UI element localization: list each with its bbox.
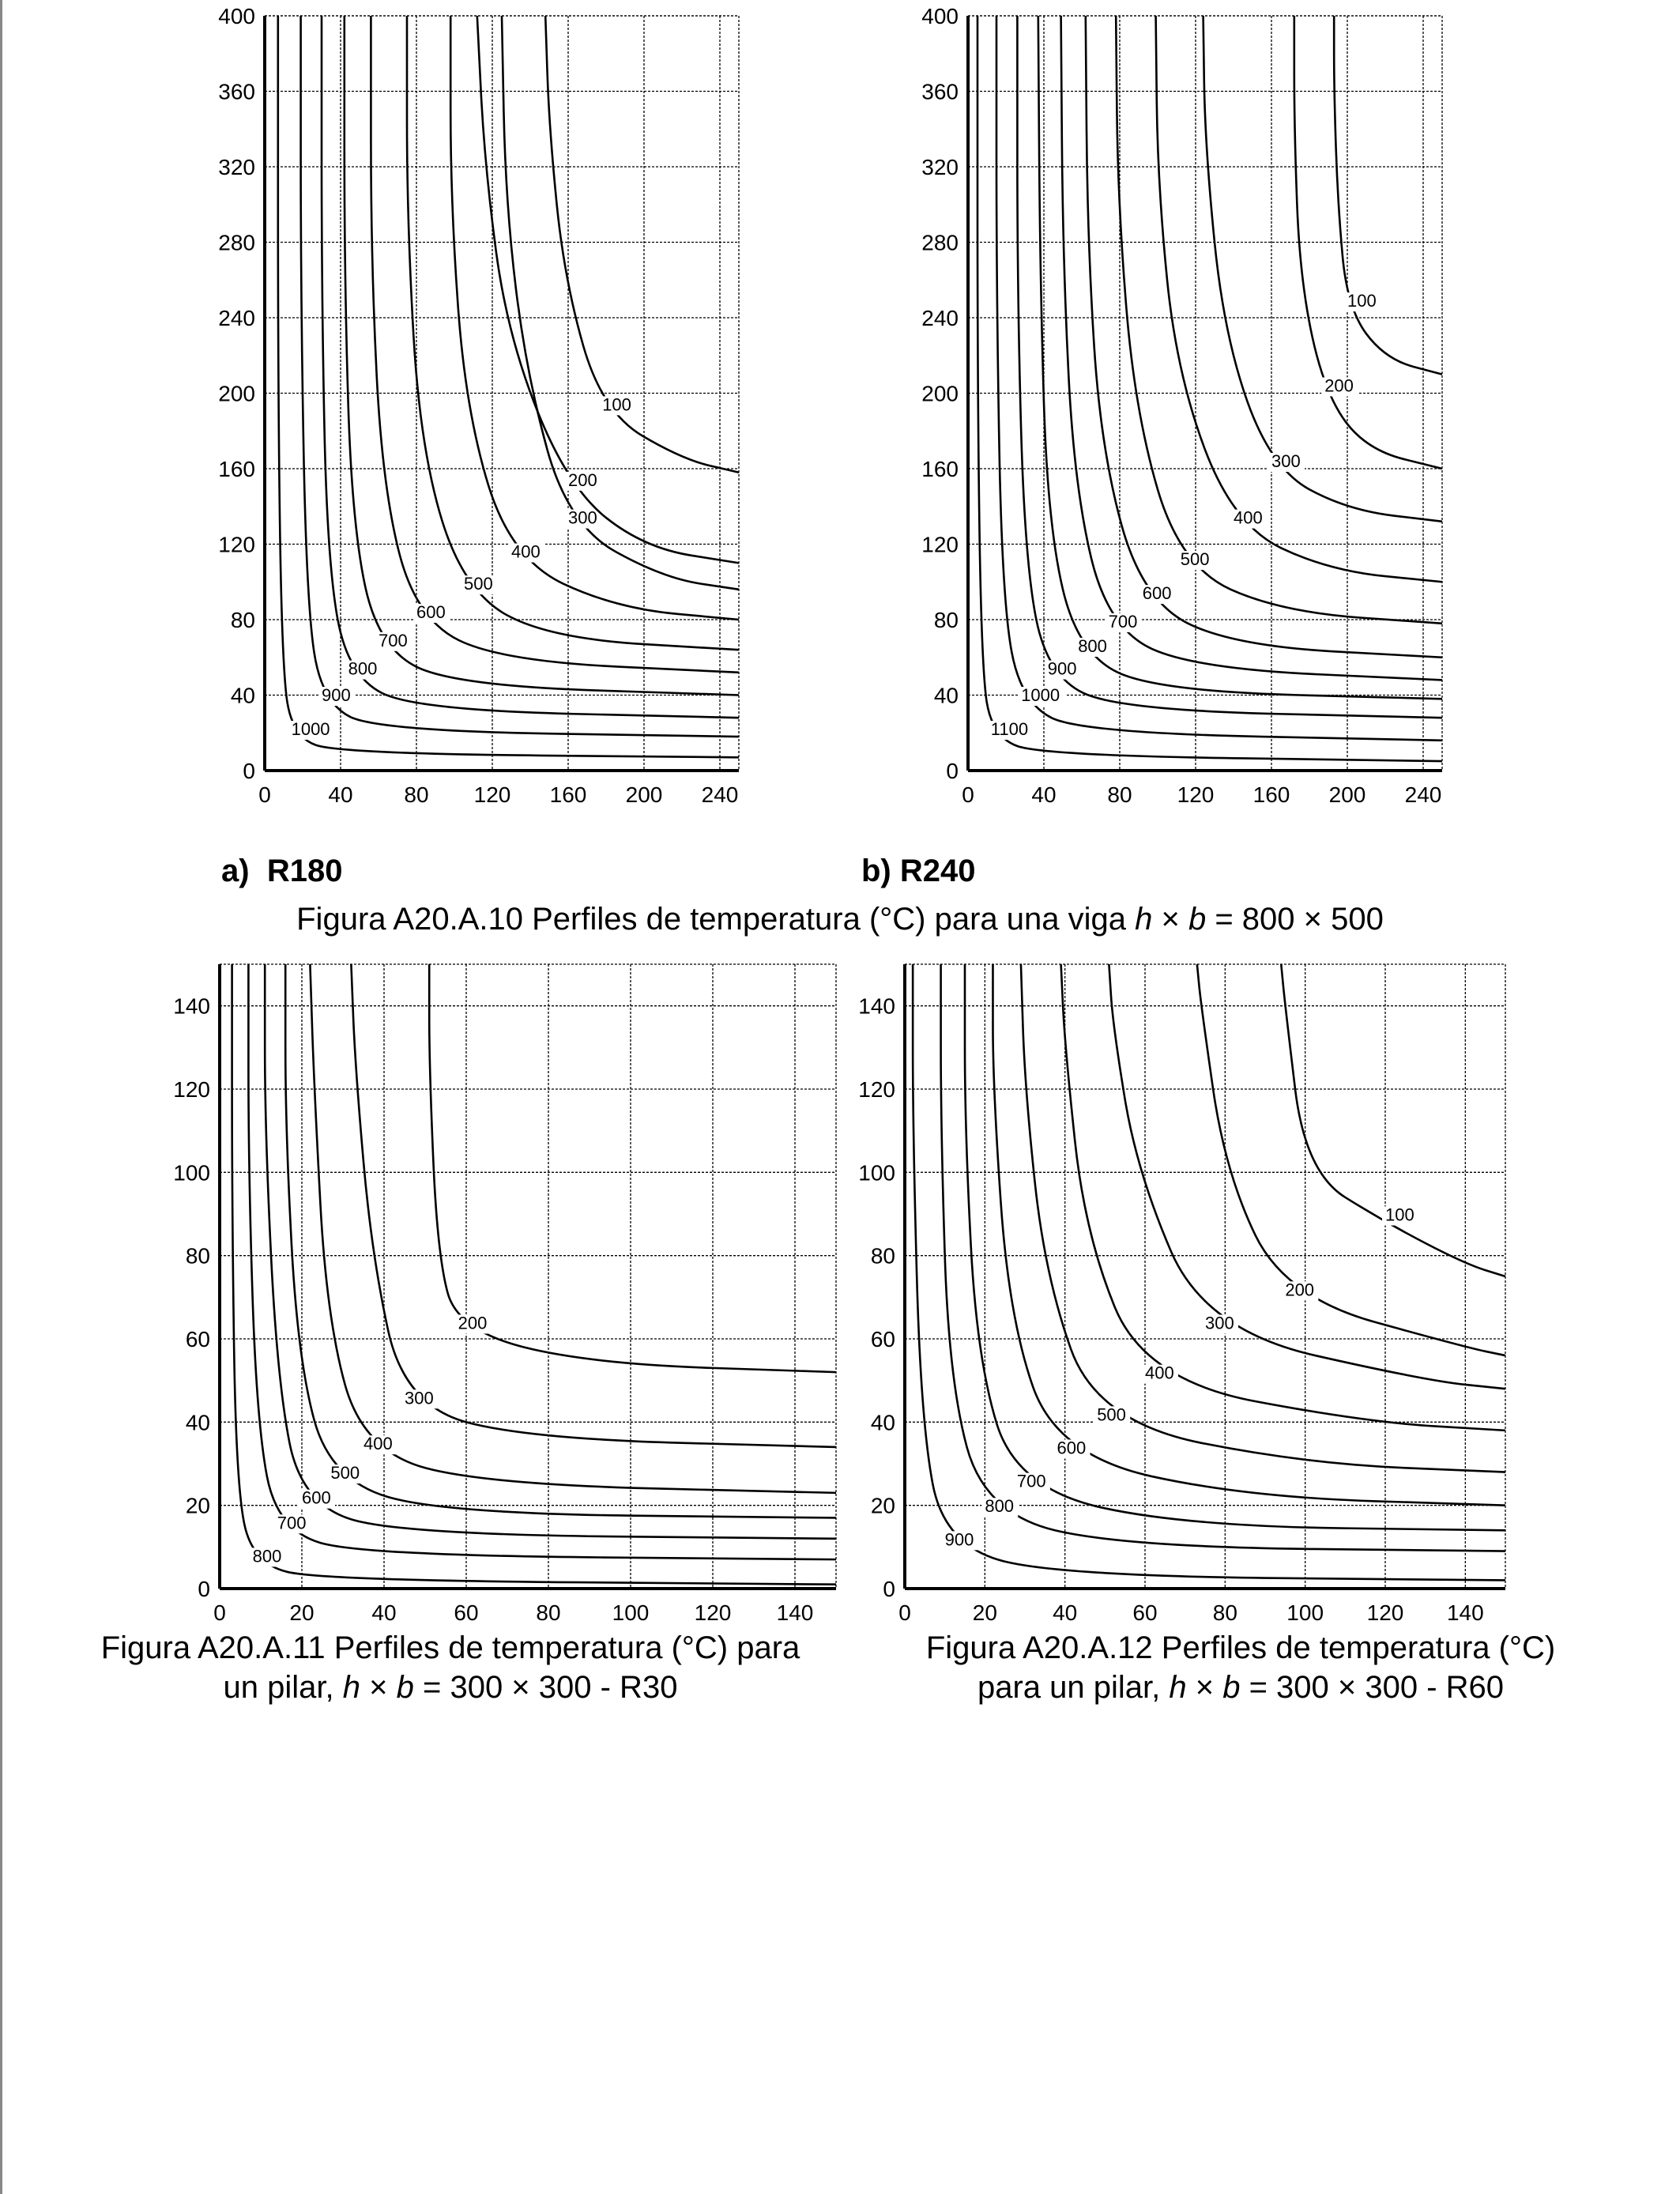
contour-label: 500: [330, 1463, 360, 1483]
y-tick-label: 140: [858, 993, 895, 1019]
subtitle-r240-label: R240: [899, 854, 976, 888]
caption-fig11-pre: un pilar,: [223, 1670, 343, 1705]
contour-line: [322, 16, 739, 718]
x-tick-label: 80: [404, 782, 429, 807]
chart-r180: [0, 0, 790, 822]
contour-label: 1000: [291, 719, 330, 740]
y-tick-label: 200: [218, 381, 255, 406]
y-tick-label: 160: [921, 457, 959, 481]
y-tick-label: 40: [230, 683, 255, 708]
contour-label: 800: [348, 658, 378, 679]
y-tick-label: 360: [921, 79, 959, 104]
caption-fig12: [869, 1628, 1612, 1707]
y-tick-label: 0: [946, 759, 959, 783]
contour-label: 800: [252, 1546, 282, 1566]
subtitle-r180-label: R180: [266, 854, 343, 888]
y-tick-label: 160: [218, 457, 255, 481]
contour-label: 600: [302, 1487, 331, 1508]
contour-line: [1156, 16, 1442, 582]
contour-label: 200: [458, 1313, 488, 1333]
x-tick-label: 120: [694, 1600, 732, 1625]
y-tick-label: 320: [218, 155, 255, 179]
contour-line: [502, 16, 739, 590]
y-tick-label: 320: [921, 155, 959, 179]
contour-label: 700: [1108, 611, 1138, 631]
contour-line: [977, 16, 1442, 761]
x-tick-label: 0: [962, 782, 974, 807]
y-tick-label: 60: [870, 1327, 895, 1351]
x-tick-label: 40: [371, 1600, 397, 1625]
y-tick-label: 40: [933, 683, 959, 708]
contour-line: [965, 964, 1505, 1530]
contour-line: [1109, 964, 1505, 1389]
caption-fig12-times: ×: [1186, 1670, 1223, 1705]
x-tick-label: 140: [1446, 1600, 1484, 1625]
contour-label: 200: [1285, 1280, 1315, 1300]
y-tick-label: 120: [218, 532, 255, 557]
x-tick-label: 40: [328, 782, 353, 807]
contour-label: 1000: [1021, 685, 1060, 706]
contour-line: [1281, 964, 1505, 1276]
subtitle-r180: [221, 854, 342, 889]
contour-label: 100: [602, 394, 631, 415]
contour-label: 300: [1205, 1313, 1234, 1333]
caption-fig11-line1: Figura A20.A.11 Perfiles de temperatura (°C) para: [100, 1630, 800, 1665]
contour-line: [1334, 16, 1442, 375]
x-tick-label: 0: [898, 1600, 911, 1625]
contour-label: 600: [1057, 1438, 1087, 1458]
caption-fig12-line2: [869, 1668, 1612, 1707]
contour-line: [371, 16, 739, 673]
x-tick-label: 120: [1177, 782, 1215, 807]
y-tick-label: 280: [218, 230, 255, 255]
y-tick-label: 0: [883, 1577, 895, 1601]
contour-label: 100: [1385, 1204, 1414, 1225]
y-tick-label: 280: [921, 230, 959, 255]
contour-line: [310, 964, 836, 1493]
contour-label: 200: [568, 469, 597, 490]
contour-label: 500: [1097, 1404, 1126, 1425]
x-tick-label: 80: [1212, 1600, 1237, 1625]
contour-label: 700: [379, 630, 408, 650]
caption-fig10-text: Figura A20.A.10 Perfiles de temperatura (°C) para una viga: [296, 902, 1136, 937]
y-tick-label: 20: [185, 1493, 210, 1518]
contour-label: 1100: [990, 719, 1029, 740]
contour-label: 300: [405, 1388, 434, 1408]
contour-label: 700: [1016, 1471, 1046, 1491]
x-tick-label: 160: [1252, 782, 1290, 807]
contour-label: 400: [1145, 1363, 1174, 1383]
chart-r240: [838, 0, 1628, 822]
x-tick-label: 0: [213, 1600, 226, 1625]
contour-line: [1086, 16, 1442, 658]
chart-pilar-r60: [838, 933, 1680, 1628]
subtitle-r180-prefix: a): [221, 854, 250, 888]
caption-fig11-b: b: [396, 1670, 414, 1705]
caption-fig11-line2: [47, 1668, 853, 1707]
y-tick-label: 120: [858, 1077, 895, 1102]
caption-fig11-tail: = 300 × 300 - R30: [413, 1670, 678, 1705]
contour-line: [301, 16, 739, 737]
y-tick-label: 80: [185, 1243, 210, 1269]
x-tick-label: 200: [1328, 782, 1366, 807]
x-tick-label: 40: [1053, 1600, 1078, 1625]
caption-fig11: [47, 1628, 853, 1707]
contour-label: 400: [363, 1434, 393, 1454]
contour-line: [265, 964, 836, 1539]
x-tick-label: 240: [1404, 782, 1442, 807]
y-tick-label: 0: [198, 1577, 210, 1601]
contour-label: 900: [322, 685, 351, 706]
x-tick-label: 240: [701, 782, 739, 807]
x-tick-label: 60: [1132, 1600, 1158, 1625]
y-tick-label: 80: [230, 608, 255, 632]
contour-line: [941, 964, 1505, 1551]
contour-label: 400: [1234, 507, 1263, 528]
y-tick-label: 40: [185, 1410, 210, 1435]
x-tick-label: 120: [1366, 1600, 1404, 1625]
contour-label: 100: [1347, 291, 1377, 311]
caption-fig11-times: ×: [360, 1670, 397, 1705]
contour-line: [1116, 16, 1442, 624]
y-tick-label: 400: [921, 4, 959, 28]
contour-line: [996, 16, 1442, 741]
chart-pilar-r30: [0, 933, 853, 1628]
y-tick-label: 60: [185, 1327, 210, 1351]
contour-line: [429, 964, 836, 1372]
x-tick-label: 200: [625, 782, 663, 807]
contour-label: 600: [416, 602, 446, 622]
x-tick-label: 0: [258, 782, 271, 807]
x-tick-label: 100: [612, 1600, 650, 1625]
contour-line: [1061, 964, 1505, 1431]
contour-label: 800: [985, 1496, 1015, 1517]
y-tick-label: 0: [243, 759, 255, 783]
contour-label: 300: [1271, 451, 1301, 471]
y-tick-label: 240: [218, 306, 255, 330]
x-tick-label: 100: [1286, 1600, 1324, 1625]
contour-label: 800: [1078, 635, 1107, 656]
contour-label: 700: [277, 1513, 307, 1533]
x-tick-label: 140: [776, 1600, 814, 1625]
contour-label: 400: [511, 541, 541, 562]
caption-fig12-line1: Figura A20.A.12 Perfiles de temperatura (°C): [925, 1630, 1556, 1665]
y-tick-label: 100: [173, 1160, 210, 1186]
y-tick-label: 360: [218, 79, 255, 104]
caption-fig12-b: b: [1222, 1670, 1241, 1705]
subtitle-r240: [861, 854, 976, 889]
contour-label: 600: [1142, 583, 1172, 604]
contour-line: [1061, 16, 1442, 680]
y-tick-label: 100: [858, 1160, 895, 1186]
contour-line: [545, 16, 739, 473]
y-tick-label: 140: [173, 993, 210, 1019]
caption-fig12-h: h: [1169, 1670, 1187, 1705]
y-tick-label: 20: [870, 1493, 895, 1518]
y-tick-label: 240: [921, 306, 959, 330]
x-tick-label: 120: [473, 782, 511, 807]
contour-label: 300: [568, 507, 597, 528]
y-tick-label: 120: [173, 1077, 210, 1102]
contour-line: [1038, 16, 1442, 699]
x-tick-label: 20: [289, 1600, 315, 1625]
y-tick-label: 40: [870, 1410, 895, 1435]
caption-fig10-h: h: [1135, 902, 1153, 937]
caption-fig10-tail: = 800 × 500: [1206, 902, 1384, 937]
x-tick-label: 40: [1031, 782, 1057, 807]
caption-fig10: [0, 899, 1680, 939]
contour-label: 900: [944, 1529, 974, 1550]
contour-line: [1197, 964, 1505, 1355]
contour-label: 200: [1324, 375, 1354, 396]
contour-line: [345, 16, 739, 696]
y-tick-label: 400: [218, 4, 255, 28]
x-tick-label: 160: [549, 782, 587, 807]
subtitle-r240-prefix: b): [861, 854, 891, 888]
caption-fig10-times: ×: [1152, 902, 1188, 937]
contour-line: [1021, 964, 1505, 1472]
contour-line: [993, 964, 1505, 1506]
contour-line: [351, 964, 836, 1447]
contour-label: 500: [1180, 549, 1210, 570]
x-tick-label: 80: [536, 1600, 561, 1625]
x-tick-label: 60: [454, 1600, 479, 1625]
x-tick-label: 20: [972, 1600, 997, 1625]
contour-line: [1017, 16, 1442, 718]
caption-fig12-pre: para un pilar,: [977, 1670, 1170, 1705]
y-tick-label: 200: [921, 381, 959, 406]
y-tick-label: 80: [870, 1243, 895, 1269]
contour-label: 500: [464, 574, 493, 594]
x-tick-label: 80: [1107, 782, 1132, 807]
caption-fig12-tail: = 300 × 300 - R60: [1240, 1670, 1505, 1705]
caption-fig10-b: b: [1188, 902, 1207, 937]
contour-label: 900: [1047, 658, 1077, 679]
y-tick-label: 120: [921, 532, 959, 557]
y-tick-label: 80: [933, 608, 959, 632]
caption-fig11-h: h: [342, 1670, 361, 1705]
